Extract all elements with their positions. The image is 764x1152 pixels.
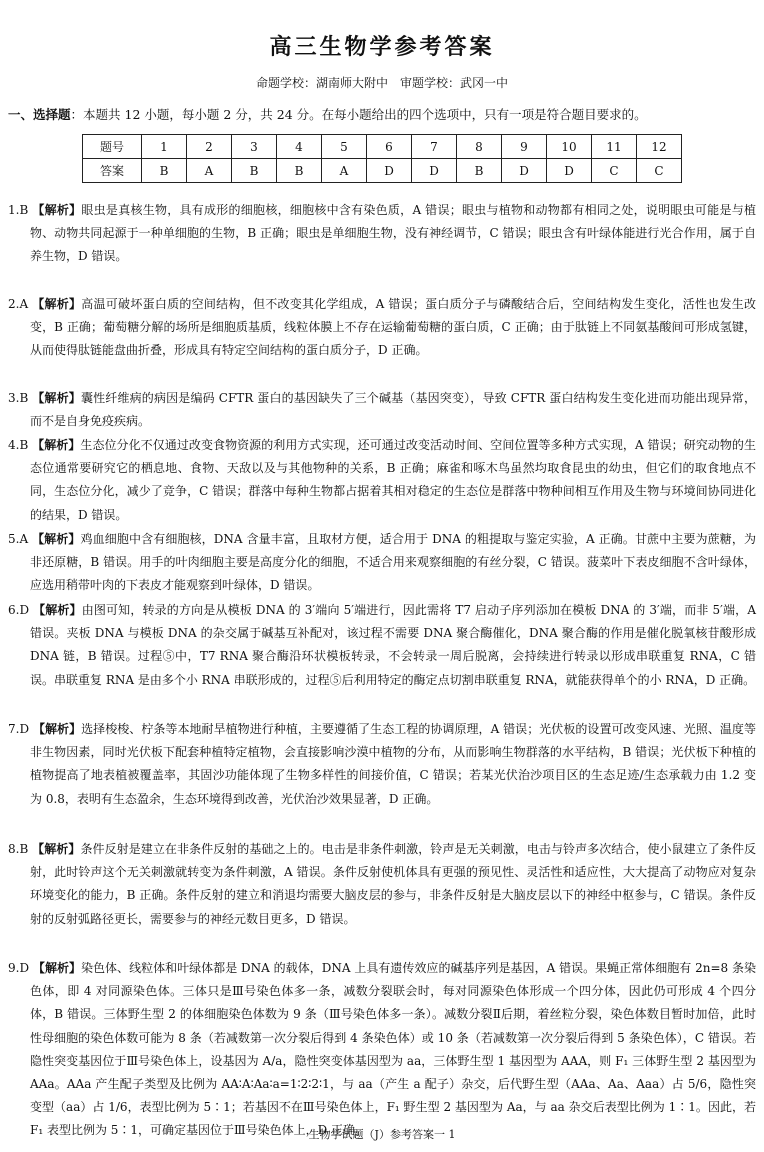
analysis-tag: 【解析】 bbox=[32, 203, 82, 217]
page-title: 高三生物学参考答案 bbox=[269, 35, 495, 60]
question-answer: D bbox=[19, 603, 30, 617]
answer-cell: A bbox=[322, 159, 367, 183]
question-answer: A bbox=[19, 532, 29, 546]
analysis-text: 生态位分化不仅通过改变食物资源的利用方式实现，还可通过改变活动时间、空间位置等多种方式实现，A 错误；研究动物的生态位通常要研究它的栖息地、食物、天敌以及与其他物种的关系，B 正确；麻雀和啄木鸟虽然均取食昆虫的幼虫，但它们的取食地点不同，生态位分化，减少了竞争，C 错误；群落中每种生物都占据着其相对稳定的生态位是群落中物种间相互作用及生物与环境间协同进化的结果，D 错误。 bbox=[30, 438, 756, 522]
question-answer: D bbox=[19, 961, 30, 975]
explanation-q5 bbox=[8, 528, 756, 600]
answer-table-number-row bbox=[83, 135, 682, 159]
section-description: ：本题共 12 小题，每小题 2 分，共 24 分。在每小题给出的四个选项中，只有一项是符合题目要求的。 bbox=[70, 107, 647, 122]
answer-cell: C bbox=[637, 159, 682, 183]
question-number: 2. bbox=[8, 297, 20, 311]
question-number: 6 bbox=[367, 135, 412, 159]
answer-cell: D bbox=[367, 159, 412, 183]
question-number: 4. bbox=[8, 438, 20, 452]
question-number: 7. bbox=[8, 722, 20, 736]
question-number: 6. bbox=[8, 603, 20, 617]
analysis-text: 囊性纤维病的病因是编码 CFTR 蛋白的基因缺失了三个碱基（基因突变），导致 CFTR 蛋白结构发生变化进而功能出现异常，而不是自身免疫疾病。 bbox=[30, 391, 756, 429]
question-number: 12 bbox=[637, 135, 682, 159]
answer-cell: D bbox=[547, 159, 592, 183]
section-heading bbox=[8, 105, 756, 123]
analysis-tag: 【解析】 bbox=[32, 391, 81, 405]
explanation-q8 bbox=[8, 838, 756, 956]
explanation-q3 bbox=[8, 387, 756, 435]
question-answer: B bbox=[19, 842, 29, 856]
question-number: 7 bbox=[412, 135, 457, 159]
analysis-text: 条件反射是建立在非条件反射的基础之上的。电击是非条件刺激，铃声是无关刺激，电击与铃声多次结合，使小鼠建立了条件反射，此时铃声这个无关刺激就转变为条件刺激，A 错误。条件反射使机体具有更强的预见性、灵活性和适应性，大大提高了动物应对复杂环境变化的能力，B 正确。条件反射的建立和消退均需要大脑皮层的参与，非条件反射是大脑皮层以下的神经中枢参与，C 错误。条件反射的反射弧路径更长，需要参与的神经元数目更多，D 错误。 bbox=[30, 842, 756, 926]
answer-cell: B bbox=[232, 159, 277, 183]
question-number: 8 bbox=[457, 135, 502, 159]
explanation-q7 bbox=[8, 718, 756, 836]
analysis-text: 染色体、线粒体和叶绿体都是 DNA 的载体，DNA 上具有遗传效应的碱基序列是基因，A 错误。果蝇正常体细胞有 2n=8 条染色体，即 4 对同源染色体。三体只是Ⅲ号染色体多一条，减数分裂联会时，每对同源染色体形成一个四分体，因此仍可形成 4 个四分体，B 错误。三体野生型 2 的体细胞染色体数为 9 条（Ⅲ号染色体多一条）。减数分裂Ⅱ后期，着丝粒分裂，染色体数目暂时加倍，此时性母细胞的染色体数可能为 8 条（若减数第一次分裂后得到 4 条染色体）或 10 条（若减数第一次分裂后得到 5 条染色体），C 错误。若隐性突变基因位于Ⅲ号染色体上，设基因为 A/a，隐性突变体基因型为 aa，三体野生型 1 基因型为 AAA，则 F₁ 三体野生型 2 基因型为 AAa。AAa 产生配子类型及比例为 AA∶A∶Aa∶a=1∶2∶2∶1，与 aa（产生 a 配子）杂交，后代野生型（AAa、Aa、Aaa）占 5/6，隐性突变型（aa）占 1/6，表型比例为 5∶1；若基因不在Ⅲ号染色体上，F₁ 野生型 2 基因型为 Aa，与 aa 杂交后表型比例为 1∶1。因此，若 F₁ 表型比例为 5∶1，可确定基因位于Ⅲ号染色体上，D 正确。 bbox=[30, 961, 756, 1138]
school-info: 命题学校：湖南师大附中 审题学校：武冈一中 bbox=[255, 76, 508, 90]
question-number: 3. bbox=[8, 391, 20, 405]
question-number: 4 bbox=[277, 135, 322, 159]
question-number: 9 bbox=[502, 135, 547, 159]
analysis-tag: 【解析】 bbox=[32, 438, 81, 452]
analysis-text: 由图可知，转录的方向是从模板 DNA 的 3′端向 5′端进行，因此需将 T7 启动子序列添加在模板 DNA 的 3′端，而非 5′端，A 错误。夹板 DNA 与模板 DNA 的杂交属于碱基互补配对，该过程不需要 DNA 聚合酶催化，DNA 聚合酶的作用是催化脱氧核苷酸形成 DNA 链，B 错误。过程⑤中，T7 RNA 聚合酶沿环状模板转录，不会转录一周后脱离，会持续进行转录以形成串联重复 RNA，C 错误。串联重复 RNA 是由多个小 RNA 串联形成的，过程⑤后利用特定的酶定点切割串联重复 RNA，就能获得单个的小 RNA，D 正确。 bbox=[30, 603, 756, 687]
row-label-number: 题号 bbox=[83, 135, 142, 159]
answer-cell: B bbox=[142, 159, 187, 183]
explanation-q4 bbox=[8, 434, 756, 529]
page-footer: 生物学试题（J）参考答案一 1 bbox=[308, 1128, 456, 1141]
analysis-text: 鸡血细胞中含有细胞核，DNA 含量丰富，且取材方便，适合用于 DNA 的粗提取与鉴定实验，A 正确。甘蔗中主要为蔗糖，为非还原糖，B 错误。用手的叶肉细胞主要是高度分化的细胞，不适合用来观察细胞的有丝分裂，C 错误。菠菜叶下表皮细胞不含叶绿体，应选用稍带叶肉的下表皮才能观察到叶绿体，D 错误。 bbox=[30, 532, 756, 593]
question-number: 1. bbox=[8, 203, 20, 217]
question-answer: B bbox=[19, 438, 29, 452]
question-number: 3 bbox=[232, 135, 277, 159]
question-number: 11 bbox=[592, 135, 637, 159]
question-answer: D bbox=[19, 722, 30, 736]
section-label: 一、选择题 bbox=[8, 107, 71, 122]
answer-table bbox=[82, 134, 682, 183]
question-number: 10 bbox=[547, 135, 592, 159]
analysis-text: 眼虫是真核生物，具有成形的细胞核，细胞核中含有染色质，A 错误；眼虫与植物和动物都有相同之处，说明眼虫可能是与植物、动物共同起源于一种单细胞的生物，B 正确；眼虫是单细胞生物，没有神经调节，C 错误；眼虫含有叶绿体能进行光合作用，属于自养生物，D 错误。 bbox=[30, 203, 756, 264]
question-number: 8. bbox=[8, 842, 20, 856]
answer-cell: B bbox=[457, 159, 502, 183]
analysis-tag: 【解析】 bbox=[32, 842, 81, 856]
question-number: 9. bbox=[8, 961, 20, 975]
question-answer: B bbox=[19, 203, 29, 217]
answer-cell: D bbox=[502, 159, 547, 183]
explanation-q6 bbox=[8, 599, 756, 717]
question-number: 2 bbox=[187, 135, 232, 159]
answer-cell: D bbox=[412, 159, 457, 183]
analysis-tag: 【解析】 bbox=[32, 297, 82, 311]
answer-cell: B bbox=[277, 159, 322, 183]
analysis-text: 选择梭梭、柠条等本地耐旱植物进行种植，主要遵循了生态工程的协调原理，A 错误；光伏板的设置可改变风速、光照、温度等非生物因素，同时光伏板下配套种植特定植物，会直接影响沙漠中植物的分布，从而影响生物群落的水平结构，B 错误；光伏板下种植的植物提高了地表植被覆盖率，其固沙功能体现了生物多样性的间接价值，C 错误；若某光伏治沙项目区的生态足迹/生态承载力由 1.2 变为 0.8，表明有生态盈余，生态环境得到改善，光伏治沙效果显著，D 正确。 bbox=[30, 722, 756, 806]
answer-cell: C bbox=[592, 159, 637, 183]
explanation-q2 bbox=[8, 293, 756, 387]
analysis-tag: 【解析】 bbox=[32, 532, 81, 546]
analysis-tag: 【解析】 bbox=[33, 603, 82, 617]
analysis-tag: 【解析】 bbox=[32, 722, 82, 736]
answer-table-answer-row bbox=[83, 159, 682, 183]
question-number: 5. bbox=[8, 532, 20, 546]
answer-cell: A bbox=[187, 159, 232, 183]
question-number: 1 bbox=[142, 135, 187, 159]
analysis-text: 高温可破坏蛋白质的空间结构，但不改变其化学组成，A 错误；蛋白质分子与磷酸结合后，空间结构发生变化，活性也发生改变，B 正确；葡萄糖分解的场所是细胞质基质，线粒体膜上不存在运输葡萄糖的蛋白质，C 正确；由于肽链上不同氨基酸间可形成氢键，从而使得肽链能盘曲折叠，形成具有特定空间结构的蛋白质分子，D 正确。 bbox=[30, 297, 756, 358]
question-answer: A bbox=[19, 297, 29, 311]
analysis-tag: 【解析】 bbox=[32, 961, 81, 975]
explanation-q1 bbox=[8, 199, 756, 293]
row-label-answer: 答案 bbox=[83, 159, 142, 183]
question-answer: B bbox=[19, 391, 29, 405]
question-number: 5 bbox=[322, 135, 367, 159]
